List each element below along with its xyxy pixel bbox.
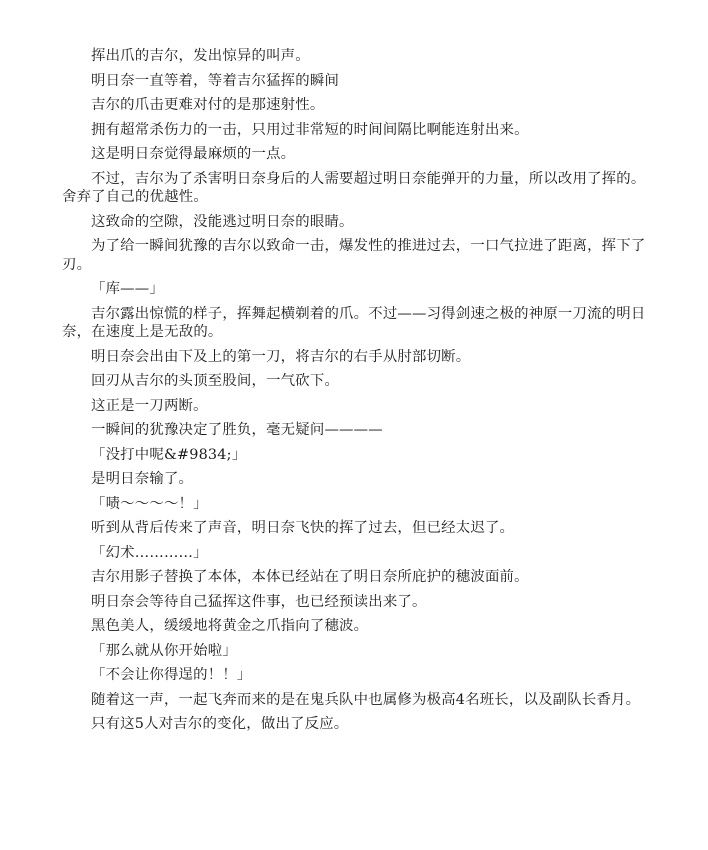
paragraph-22: 黑色美人，缓缓地将黄金之爪指向了穗波。 (91, 618, 369, 634)
paragraph-14: 一瞬间的犹豫决定了胜负，毫无疑问———— (91, 422, 383, 438)
paragraph-7: 这致命的空隙，没能逃过明日奈的眼睛。 (91, 213, 354, 230)
paragraph-5: 这是明日奈觉得最麻烦的一点。 (91, 146, 296, 162)
paragraph-9: 「库——」 (91, 281, 164, 297)
paragraph-11: 明日奈会出由下及上的第一刀，将吉尔的右手从肘部切断。 (91, 348, 471, 365)
paragraph-17: 「啧～～～～！」 (91, 495, 208, 512)
paragraph-16: 是明日奈输了。 (91, 471, 194, 487)
paragraph-6: 不过，吉尔为了杀害明日奈身后的人需要超过明日奈能弹开的力量，所以改用了挥的。舍弃了自己的优越性。 (62, 170, 646, 205)
paragraph-26: 只有这5人对吉尔的变化，做出了反应。 (91, 716, 349, 732)
paragraph-3: 吉尔的爪击更难对付的是那速射性。 (91, 97, 325, 113)
paragraph-1: 挥出爪的吉尔，发出惊异的叫声。 (91, 48, 310, 64)
paragraph-23: 「那么就从你开始啦」 (91, 642, 237, 659)
paragraph-19: 「幻术…………」 (91, 544, 208, 561)
paragraph-18: 听到从背后传来了声音，明日奈飞快的挥了过去，但已经太迟了。 (91, 520, 515, 536)
paragraph-25: 随着这一声，一起飞奔而来的是在鬼兵队中也属修为极高4名班长，以及副队长香月。 (91, 691, 641, 708)
paragraph-20: 吉尔用影子替换了本体，本体已经站在了明日奈所庇护的穗波面前。 (91, 569, 529, 585)
paragraph-15: 「没打中呢&#9834;」 (91, 446, 247, 463)
paragraph-12: 回刃从吉尔的头顶至股间，一气砍下。 (91, 373, 340, 389)
paragraph-8: 为了给一瞬间犹豫的吉尔以致命一击，爆发性的推进过去，一口气拉进了距离，挥下了刃。 (62, 238, 646, 273)
paragraph-4: 拥有超常杀伤力的一击，只用过非常短的时间间隔比啊能连射出来。 (91, 121, 529, 138)
paragraph-21: 明日奈会等待自己猛挥这件事，也已经预读出来了。 (91, 593, 427, 610)
paragraph-2: 明日奈一直等着，等着吉尔猛挥的瞬间 (91, 72, 340, 89)
paragraph-13: 这正是一刀两断。 (91, 397, 208, 414)
paragraph-10: 吉尔露出惊慌的样子，挥舞起横剃着的爪。不过——习得剑速之极的神原一刀流的明日奈，在速度上是无敌的。 (62, 305, 646, 340)
paragraph-24: 「不会让你得逞的！！」 (91, 667, 252, 683)
